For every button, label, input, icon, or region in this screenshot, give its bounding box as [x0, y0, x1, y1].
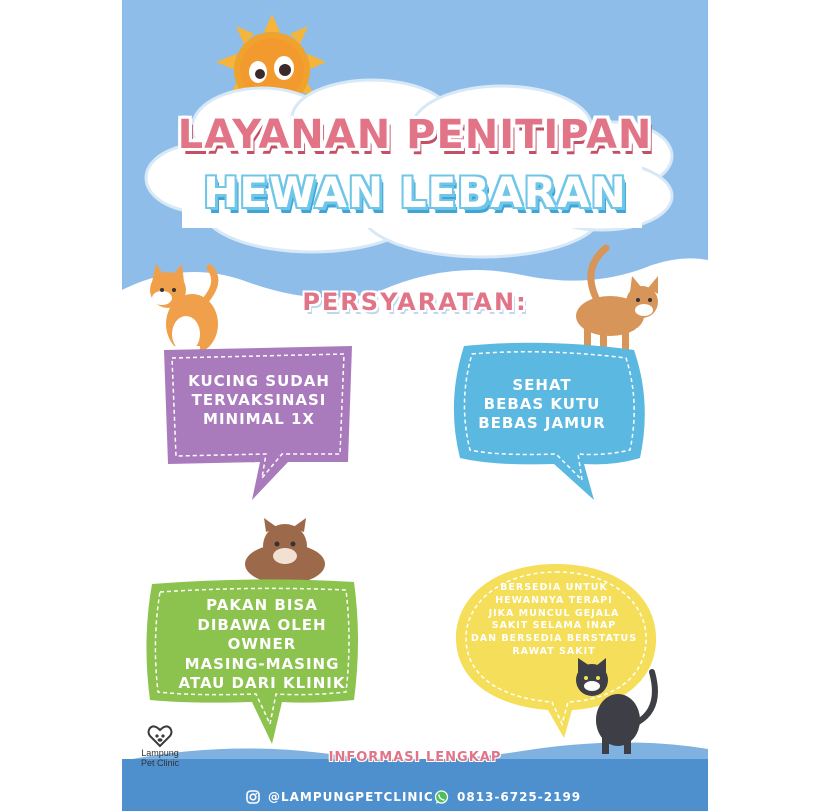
instagram-contact[interactable]: [246, 788, 434, 806]
whatsapp-contact[interactable]: [434, 788, 581, 806]
cat-icon: [572, 658, 662, 754]
logo-line-2: Pet Clinic: [140, 758, 179, 769]
poster: [122, 0, 708, 811]
bubble-green-text: PAKAN BISA DIBAWA OLEH OWNER MASING-MASING ATAU DARI KLINIK: [178, 596, 346, 692]
bubble-yellow-text: BERSEDIA UNTUK HEWANNYA TERAPI JIKA MUNCUL GEJALA SAKIT SELAMA INAP DAN BERSEDIA BERSTATUS RAWAT SAKIT: [470, 582, 638, 658]
instagram-icon: [246, 790, 260, 804]
title-line-2: HEWAN LEBARAN: [203, 168, 627, 217]
whatsapp-icon: [434, 790, 449, 805]
title-line-1: LAYANAN PENITIPAN: [177, 112, 653, 158]
cat-icon: [562, 238, 662, 358]
bubble-blue-text: SEHAT BEBAS KUTU BEBAS JAMUR: [478, 376, 606, 432]
whatsapp-number: 0813-6725-2199: [457, 790, 582, 804]
heart-paw-logo-icon: [147, 724, 173, 748]
instagram-handle: @LAMPUNGPETCLINIC: [268, 790, 434, 804]
info-heading: INFORMASI LENGKAP: [328, 750, 502, 765]
bubble-purple-text: KUCING SUDAH TERVAKSINASI MINIMAL 1X: [188, 372, 330, 428]
cat-icon: [242, 518, 328, 582]
requirements-heading: PERSYARATAN:: [302, 288, 528, 316]
logo-line-1: Lampung: [141, 748, 179, 758]
